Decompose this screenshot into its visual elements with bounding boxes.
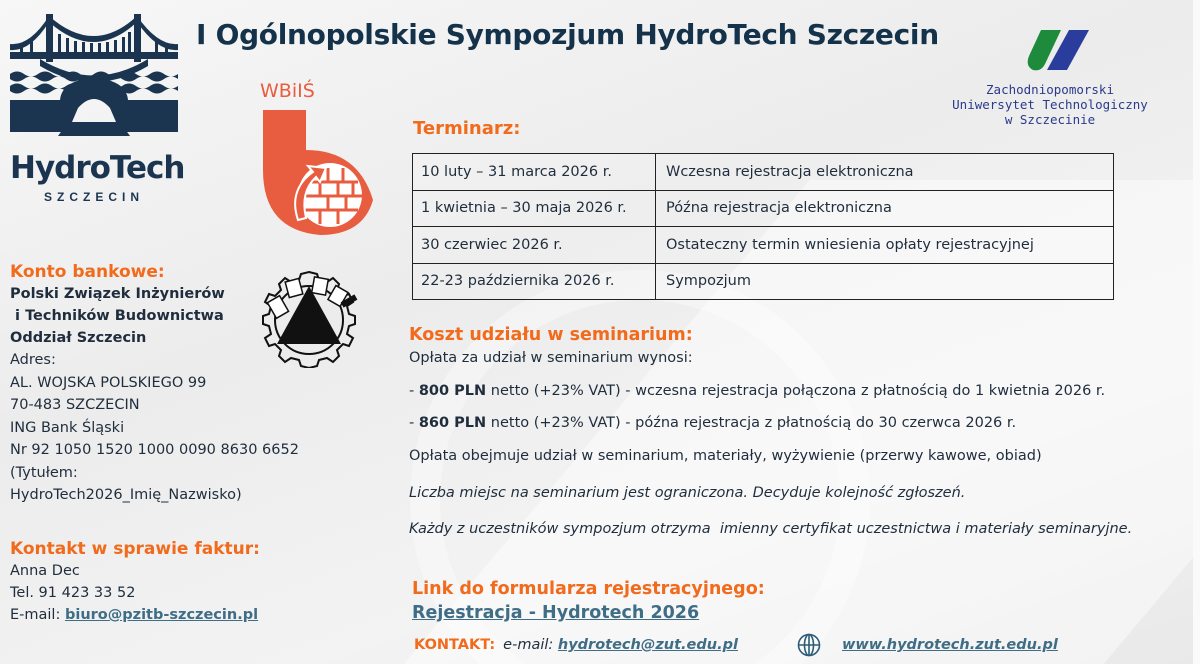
transfer-title-value: HydroTech2026_Imię_Nazwisko) (10, 487, 242, 503)
schedule-date: 10 luty – 31 marca 2026 r. (413, 154, 656, 191)
contact-email-label: e-mail: (503, 637, 558, 653)
globe-icon (797, 633, 821, 657)
bank-account-heading: Konto bankowe: (10, 262, 165, 282)
zut-name-line3: w Szczecinie (1004, 112, 1096, 127)
hydrotech-logo (10, 12, 185, 204)
schedule-event: Ostateczny termin wniesienia opłaty rejestracyjnej (656, 227, 1114, 264)
website-link[interactable]: www.hydrotech.zut.edu.pl (842, 637, 1058, 653)
certificate-note: Każdy z uczestników sympozjum otrzyma imienny certyfikat uczestnictwa i materiały seminaryjne. (409, 521, 1133, 537)
registration-section (412, 577, 765, 625)
table-row (413, 263, 1114, 300)
zut-name-line1: Zachodniopomorski (986, 82, 1114, 97)
wbils-wordmark: WBiIŚ (260, 80, 315, 102)
fee-late-text: netto (+23% VAT) - późna rejestracja z płatnością do 30 czerwca 2026 r. (486, 415, 1017, 431)
contact-email-link[interactable]: hydrotech@zut.edu.pl (557, 637, 738, 653)
invoice-contact-section (10, 538, 260, 626)
invoice-email-link[interactable]: biuro@pzitb-szczecin.pl (64, 607, 259, 623)
org-name-line3: Oddział Szczecin (10, 330, 147, 346)
cost-section (409, 324, 1133, 537)
hydrotech-wordmark: HydroTech (10, 150, 185, 186)
schedule-event: Sympozjum (656, 263, 1114, 300)
invoice-contact-heading: Kontakt w sprawie faktur: (10, 539, 260, 559)
fee-early-amount: 800 PLN (418, 383, 487, 399)
fee-early (409, 383, 1105, 399)
table-row (413, 190, 1114, 227)
address-label: Adres: (10, 352, 56, 368)
org-name-line2: i Techników Budownictwa (10, 308, 224, 324)
wbils-logo (258, 80, 378, 230)
invoice-contact-phone: Tel. 91 423 33 52 (10, 585, 136, 601)
contact-label: KONTAKT: (414, 637, 496, 653)
address-street: AL. WOJSKA POLSKIEGO 99 (10, 374, 207, 391)
schedule-event: Późna rejestracja elektroniczna (656, 190, 1114, 227)
pzitb-logo-icon (255, 268, 363, 368)
hydrotech-city: SZCZECIN (44, 190, 144, 204)
invoice-contact-email-line (10, 604, 260, 626)
invoice-contact-name: Anna Dec (10, 563, 80, 579)
account-number: Nr 92 1050 1520 1000 0090 8630 6652 (10, 442, 299, 458)
registration-heading: Link do formularza rejestracyjnego: (412, 579, 765, 599)
transfer-title-label: (Tytułem: (10, 464, 78, 481)
email-label: E-mail: (10, 607, 65, 623)
registration-link[interactable]: Rejestracja - Hydrotech 2026 (412, 603, 700, 623)
schedule-event: Wczesna rejestracja elektroniczna (656, 154, 1114, 191)
page-title: I Ogólnopolskie Sympozjum HydroTech Szczecin (196, 18, 939, 51)
fee-includes: Opłata obejmuje udział w seminarium, materiały, wyżywienie (przerwy kawowe, obiad) (409, 448, 1042, 464)
schedule-table (412, 153, 1114, 300)
bridge-icon (10, 12, 178, 147)
cost-intro: Opłata za udział w seminarium wynosi: (409, 350, 693, 366)
zut-name-line2: Uniwersytet Technologiczny (952, 97, 1148, 112)
limited-places-note: Liczba miejsc na seminarium jest ograniczona. Decyduje kolejność zgłoszeń. (409, 485, 966, 501)
org-name-line1: Polski Związek Inżynierów (10, 286, 225, 302)
fee-late (409, 415, 1016, 431)
wbils-emblem-icon (258, 110, 383, 235)
bank-name: ING Bank Śląski (10, 419, 125, 436)
schedule-date: 1 kwietnia – 30 maja 2026 r. (413, 190, 656, 227)
table-row (413, 227, 1114, 264)
cost-heading: Koszt udziału w seminarium: (409, 325, 693, 345)
address-postal: 70-483 SZCZECIN (10, 397, 140, 413)
fee-dash: - (409, 415, 419, 431)
fee-dash: - (409, 383, 419, 399)
fee-late-amount: 860 PLN (418, 415, 487, 431)
contact-line (414, 637, 738, 653)
right-edge-strip (1193, 0, 1200, 664)
fee-early-text: netto (+23% VAT) - wczesna rejestracja połączona z płatnością do 1 kwietnia 2026 r. (486, 383, 1106, 399)
zut-emblem-icon (1023, 30, 1093, 72)
schedule-heading: Terminarz: (413, 118, 521, 139)
zut-logo (940, 30, 1160, 140)
schedule-date: 22-23 października 2026 r. (413, 263, 656, 300)
schedule-date: 30 czerwiec 2026 r. (413, 227, 656, 264)
table-row (413, 154, 1114, 191)
